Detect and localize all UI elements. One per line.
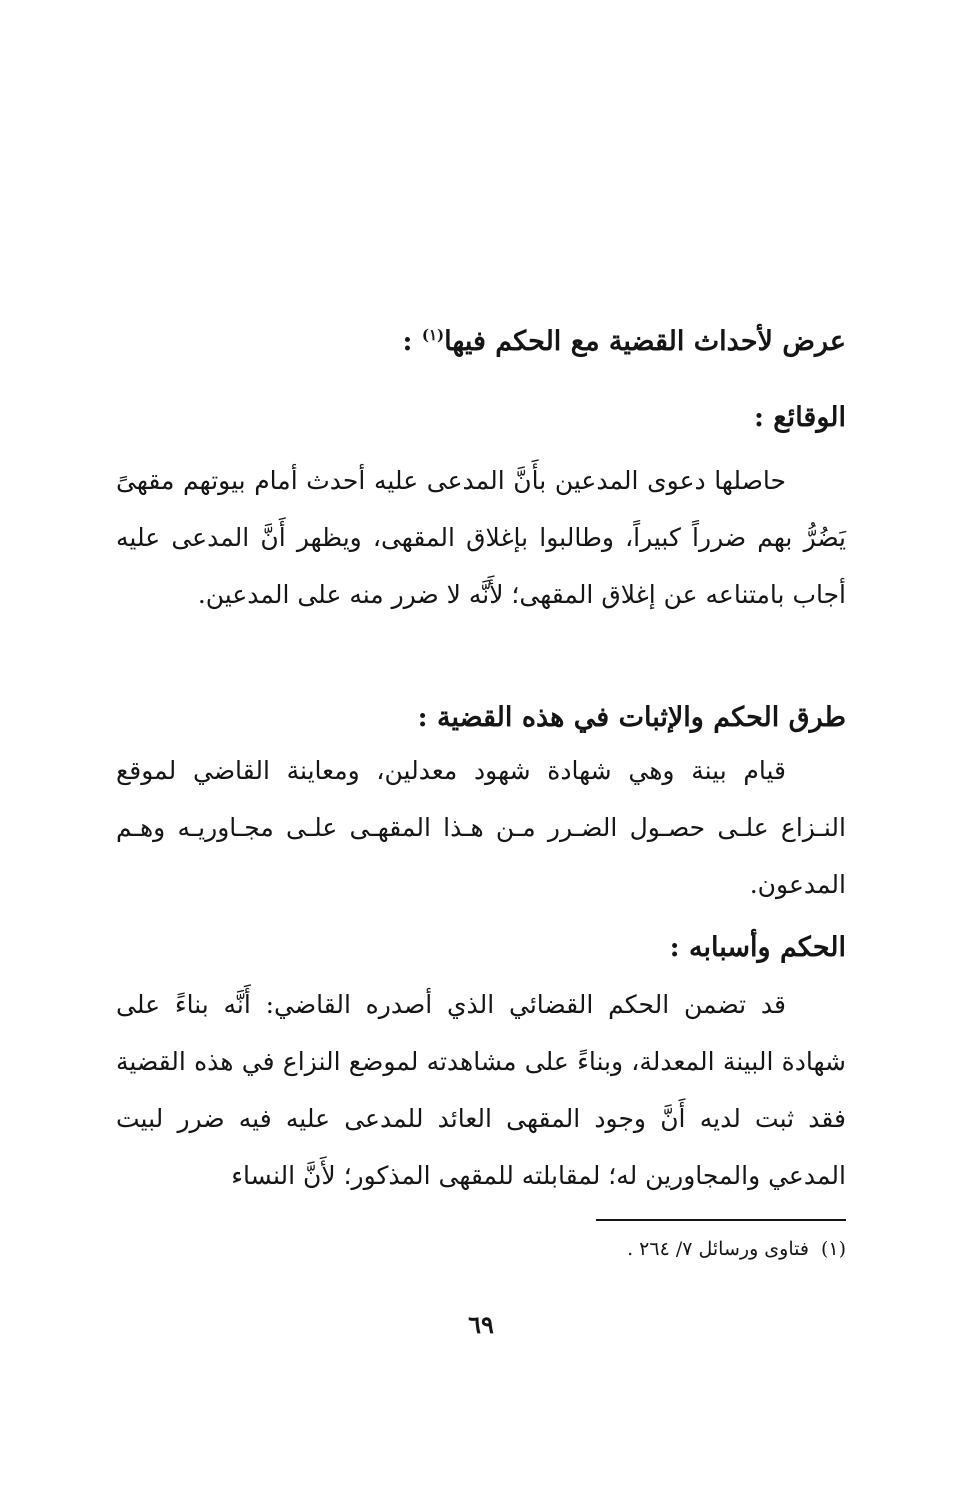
section-body-evidence: قيام بينة وهي شهادة شهود معدلين، ومعاينة القاضي لموقع النـزاع علـى حصـول الضـرر مـن هـذا المقهـى علـى مجـاوريـه وهـم المدعون. <box>116 756 846 899</box>
section-title-ruling: الحكم وأسبابه : <box>669 932 846 963</box>
section-body-ruling: قد تضمن الحكم القضائي الذي أصدره القاضي: أَنَّه بناءً على شهادة البينة المعدلة، وبناءً على مشاهدته لموضع النزاع في هذه القضية فقد ثبت لديه أَنَّ وجود المقهى العائد للمدعى عليه فيه ضرر لبيت المدعي والمجاورين له؛ لمقابلته للمقهى المذكور؛ لأَنَّ النساء <box>116 990 846 1190</box>
section-title-facts: الوقائع : <box>753 402 846 433</box>
footnote-reference[interactable]: (١) <box>421 326 445 344</box>
footnote-separator <box>596 1219 846 1221</box>
section-body-facts: حاصلها دعوى المدعين بأَنَّ المدعى عليه أحدث أمام بيوتهم مقهىً يَضُرُّ بهم ضرراً كبيراً، وطالبوا بإغلاق المقهى، ويظهر أَنَّ المدعى عليه أجاب بامتناعه عن إغلاق المقهى؛ لأَنَّه لا ضرر منه على المدعين. <box>116 466 846 609</box>
footnote <box>446 1234 846 1264</box>
footnote-text: فتاوى ورسائل ٧/ ٢٦٤ . <box>627 1238 809 1260</box>
main-heading <box>116 324 846 360</box>
main-heading-suffix: : <box>402 326 422 357</box>
section-title-evidence: طرق الحكم والإثبات في هذه القضية : <box>417 702 846 733</box>
main-heading-text: عرض لأحداث القضية مع الحكم فيها <box>444 326 846 357</box>
page-number: ٦٩ <box>468 1310 494 1339</box>
footnote-number: (١) <box>820 1238 846 1260</box>
